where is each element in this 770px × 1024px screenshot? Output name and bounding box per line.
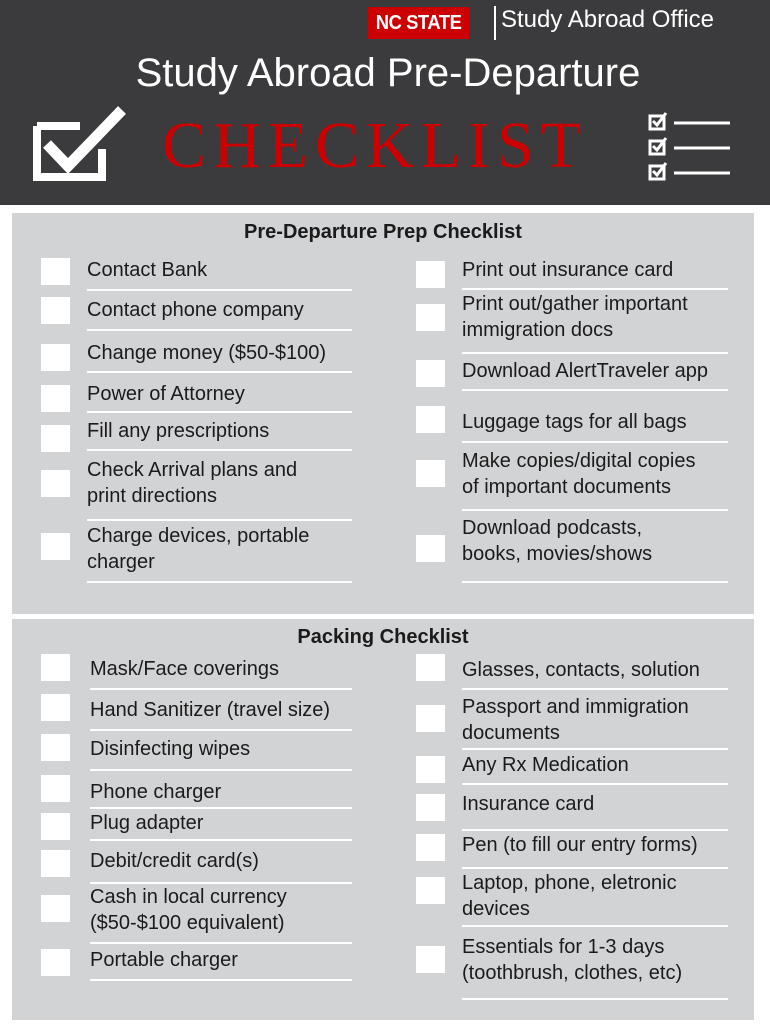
checkbox[interactable] (41, 850, 70, 877)
checkbox[interactable] (41, 425, 70, 452)
checkbox[interactable] (416, 946, 445, 973)
checklist-item-line: Download AlertTraveler app (462, 360, 709, 382)
checklist-item-line: Disinfecting wipes (90, 738, 251, 760)
checklist-divider (90, 942, 352, 944)
checkbox[interactable] (41, 385, 70, 412)
checkbox[interactable] (416, 304, 445, 331)
checklist-item-label (87, 297, 304, 323)
checklist-item-line: Plug adapter (90, 812, 204, 834)
checkbox[interactable] (41, 734, 70, 761)
checklist-item-line: Debit/credit card(s) (90, 850, 259, 872)
checklist-item-label (462, 291, 688, 343)
checklist-item-line: Change money ($50-$100) (87, 342, 327, 364)
checklist-divider (90, 979, 352, 981)
checklist-divider (462, 688, 728, 690)
checklist-item-line: Charge devices, portable (87, 525, 310, 547)
checklist-divider (87, 289, 352, 291)
checklist-icon (648, 110, 732, 186)
checklist-item-label (87, 418, 269, 444)
checklist-divider (87, 371, 352, 373)
prep-checklist-title: Pre-Departure Prep Checklist (244, 221, 522, 243)
packing-checklist-title: Packing Checklist (297, 626, 469, 648)
checkbox[interactable] (41, 813, 70, 840)
checklist-item-label (462, 791, 594, 817)
checklist-item-line: Check Arrival plans and (87, 459, 298, 481)
checkbox[interactable] (41, 895, 70, 922)
checklist-item-label (462, 870, 677, 922)
checklist-item-line: Print out insurance card (462, 259, 674, 281)
checkbox[interactable] (41, 949, 70, 976)
checklist-item-label (90, 656, 279, 682)
checklist-item-line: Make copies/digital copies (462, 450, 696, 472)
checklist-item-line: Download podcasts, (462, 517, 643, 539)
checkbox[interactable] (416, 705, 445, 732)
checkbox[interactable] (416, 877, 445, 904)
brand-divider (494, 6, 496, 40)
checklist-item-line: Portable charger (90, 949, 238, 971)
checklist-item-line: of important documents (462, 476, 671, 498)
checklist-divider (90, 729, 352, 731)
checkbox[interactable] (416, 834, 445, 861)
checklist-item-line: Contact phone company (87, 299, 304, 321)
prep-checklist-panel (12, 213, 754, 614)
checklist-item-line: Glasses, contacts, solution (462, 659, 700, 681)
checklist-item-label (462, 694, 689, 746)
checklist-item-line: ($50-$100 equivalent) (90, 912, 285, 934)
checklist-item-line: Passport and immigration (462, 696, 689, 718)
checklist-item-label (90, 884, 287, 936)
checklist-item-label (462, 515, 652, 567)
page-title (0, 49, 770, 97)
checklist-item-line: Print out/gather important (462, 293, 688, 315)
checklist-divider (462, 829, 728, 831)
checklist-item-label (462, 832, 698, 858)
checklist-item-line: Pen (to fill our entry forms) (462, 834, 698, 856)
checklist-item-label (87, 523, 309, 575)
checklist-item-label (90, 848, 259, 874)
checklist-item-line: devices (462, 898, 530, 920)
checklist-divider (462, 509, 728, 511)
checklist-item-line: Essentials for 1-3 days (462, 936, 665, 958)
checkbox[interactable] (41, 533, 70, 560)
checklist-item-label (90, 947, 238, 973)
checklist-divider (462, 998, 728, 1000)
checkbox[interactable] (416, 360, 445, 387)
checklist-item-line: books, movies/shows (462, 543, 653, 565)
checklist-item-line: documents (462, 722, 560, 744)
checklist-item-label (462, 657, 700, 683)
checklist-item-line: Luggage tags for all bags (462, 411, 687, 433)
checklist-divider (462, 389, 728, 391)
checklist-item-line: Power of Attorney (87, 383, 245, 405)
checklist-divider (462, 748, 728, 750)
checklist-divider (462, 288, 728, 290)
checklist-divider (90, 839, 352, 841)
checklist-item-line: Insurance card (462, 793, 595, 815)
checklist-divider (87, 519, 352, 521)
checklist-item-label (90, 697, 330, 723)
checklist-item-line: Hand Sanitizer (travel size) (90, 699, 331, 721)
checklist-item-label (87, 257, 207, 283)
checklist-item-label (87, 457, 297, 509)
checklist-item-line: (toothbrush, clothes, etc) (462, 962, 683, 984)
checklist-divider (462, 352, 728, 354)
checklist-item-line: Cash in local currency (90, 886, 287, 908)
checklist-item-label (90, 736, 250, 762)
checkbox[interactable] (41, 694, 70, 721)
checkbox[interactable] (41, 775, 70, 802)
checklist-divider (87, 581, 352, 583)
page-title-text: Study Abroad Pre-Departure (135, 51, 641, 95)
checkbox[interactable] (41, 470, 70, 497)
checkbox[interactable] (41, 258, 70, 285)
packing-checklist-panel (12, 619, 754, 1020)
checklist-item-line: charger (87, 551, 155, 573)
checklist-item-label (87, 381, 245, 407)
checklist-divider (90, 688, 352, 690)
checklist-item-line: Phone charger (90, 781, 222, 803)
checkbox[interactable] (416, 406, 445, 433)
checkbox[interactable] (41, 344, 70, 371)
checkbox[interactable] (416, 654, 445, 681)
checkbox-check-icon (32, 104, 128, 182)
checklist-item-label (90, 810, 203, 836)
checkbox[interactable] (41, 654, 70, 681)
checkbox[interactable] (416, 261, 445, 288)
checkbox[interactable] (41, 297, 70, 324)
checkbox[interactable] (416, 460, 445, 487)
checklist-item-line: Contact Bank (87, 259, 208, 281)
checklist-divider (87, 329, 352, 331)
checklist-divider (462, 581, 728, 583)
nc-state-logo: NC STATE (368, 7, 469, 39)
checklist-divider (462, 867, 728, 869)
office-name: Study Abroad Office (501, 6, 715, 33)
checklist-item-label (462, 752, 629, 778)
checklist-divider (87, 411, 352, 413)
checklist-item-line: print directions (87, 485, 218, 507)
checklist-item-label (462, 448, 695, 500)
checklist-item-line: Mask/Face coverings (90, 658, 279, 680)
checkbox[interactable] (416, 535, 445, 562)
checklist-divider (462, 783, 728, 785)
checklist-item-label (87, 340, 326, 366)
checklist-heading: CHECKLIST (162, 109, 588, 182)
checklist-item-label (462, 934, 682, 986)
checklist-item-label (90, 779, 221, 805)
checklist-divider (462, 925, 728, 927)
checklist-divider (90, 769, 352, 771)
checklist-divider (90, 807, 352, 809)
checklist-item-line: Laptop, phone, eletronic (462, 872, 677, 894)
checklist-divider (87, 449, 352, 451)
checklist-item-label (462, 358, 708, 384)
checklist-item-line: Fill any prescriptions (87, 420, 270, 442)
checklist-item-line: Any Rx Medication (462, 754, 629, 776)
checklist-divider (462, 441, 728, 443)
checkbox[interactable] (416, 794, 445, 821)
checklist-item-label (462, 257, 673, 283)
header-banner (0, 0, 770, 205)
checklist-item-line: immigration docs (462, 319, 614, 341)
checklist-item-label (462, 409, 687, 435)
checkbox[interactable] (416, 756, 445, 783)
